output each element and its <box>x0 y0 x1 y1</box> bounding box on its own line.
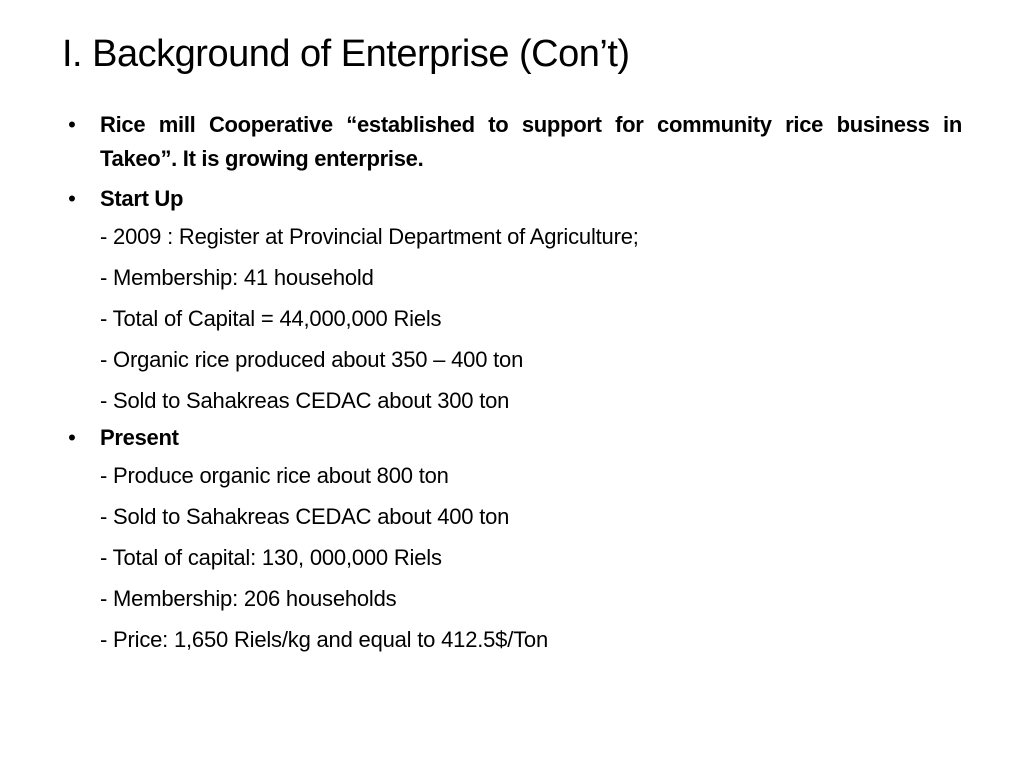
list-item: - Organic rice produced about 350 – 400 ton <box>100 347 524 372</box>
list-item: - Sold to Sahakreas CEDAC about 400 ton <box>100 504 510 529</box>
slide-content <box>62 108 962 660</box>
present-bullet <box>62 421 962 455</box>
intro-bullet <box>62 108 962 176</box>
list-item: - Produce organic rice about 800 ton <box>100 463 449 488</box>
list-item: - Total of Capital = 44,000,000 Riels <box>100 306 442 331</box>
bullet-icon: • <box>68 112 76 137</box>
start-up-list <box>62 216 962 421</box>
list-item: - Sold to Sahakreas CEDAC about 300 ton <box>100 388 510 413</box>
bullet-icon: • <box>68 186 76 211</box>
start-up-bullet <box>62 182 962 216</box>
bullet-icon: • <box>68 425 76 450</box>
list-item: - Price: 1,650 Riels/kg and equal to 412.5$/Ton <box>100 627 549 652</box>
present-list <box>62 455 962 660</box>
list-item: - Total of capital: 130, 000,000 Riels <box>100 545 442 570</box>
slide-title: I. Background of Enterprise (Con’t) <box>62 33 630 75</box>
present-heading: Present <box>100 425 179 450</box>
start-up-heading: Start Up <box>100 186 184 211</box>
list-item: - 2009 : Register at Provincial Department of Agriculture; <box>100 224 639 249</box>
list-item: - Membership: 41 household <box>100 265 374 290</box>
intro-text: Rice mill Cooperative “established to support for community rice business in Takeo”. It is growing enterprise. <box>100 112 962 171</box>
list-item: - Membership: 206 households <box>100 586 397 611</box>
